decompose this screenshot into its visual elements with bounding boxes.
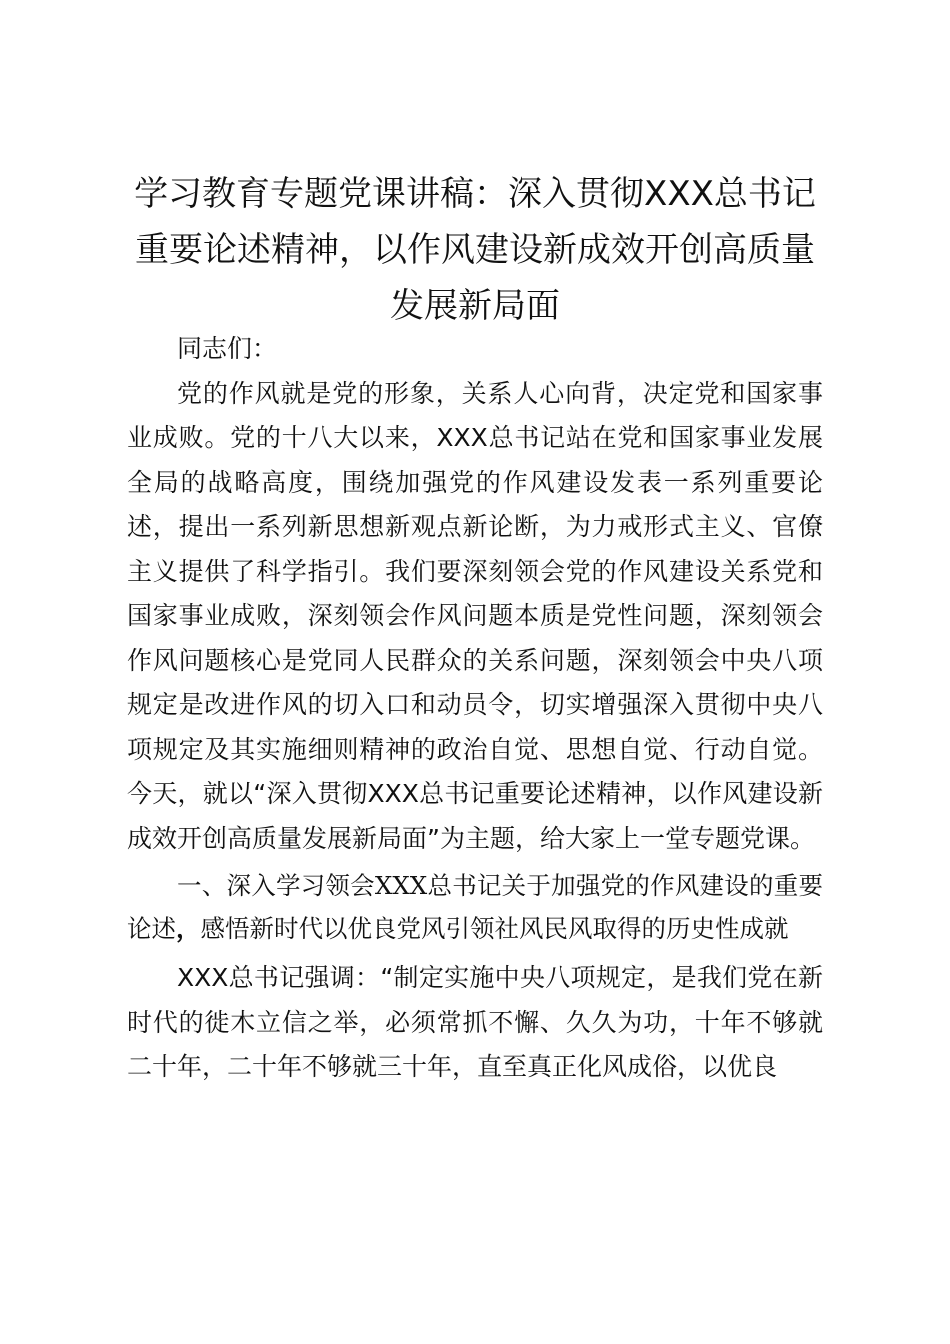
document-body [127,327,823,1090]
salutation: 同志们： [177,334,278,363]
section-heading-text: 一、深入学习领会XXX总书记关于加强党的作风建设的重要论述 [127,871,823,943]
body-paragraph: 党的作风就是党的形象，关系人心向背，决定党和国家事业成败。党的十八大以来，XXX总书记站在党和国家事业发展全局的战略高度，围绕加强党的作风建设发表一系列重要论述，提出一系列新思想新观点新论断，为力戒形式主义、官僚主义提供了科学指引。我们要深刻领会党的作风建设关系党和国家事业成败，深刻领会作风问题本质是党性问题，深刻领会作风问题核心是党同人民群众的关系问题，深刻领会中央八项规定是改进作风的切入口和动员令，切实增强深入贯彻中央八项规定及其实施细则精神的政治自觉、思想自觉、行动自觉。今天，就以“深入贯彻XXX总书记重要论述精神，以作风建设新成效开创高质量发展新局面”为主题，给大家上一堂专题党课。 [127,378,823,853]
document-title: 学习教育专题党课讲稿：深入贯彻XXX总书记重要论述精神，以作风建设新成效开创高质量发展新局面 [134,174,816,326]
section-heading-text-tail: 感悟新时代以优良党风引领社风民风取得的历史性成就 [200,914,789,943]
section-heading-comma: ， [176,914,201,943]
section-heading [127,864,823,950]
body-paragraph: XXX总书记强调：“制定实施中央八项规定，是我们党在新时代的徙木立信之举，必须常抓不懈、久久为功，十年不够就二十年，二十年不够就三十年，直至真正化风成俗，以优良 [127,963,823,1081]
